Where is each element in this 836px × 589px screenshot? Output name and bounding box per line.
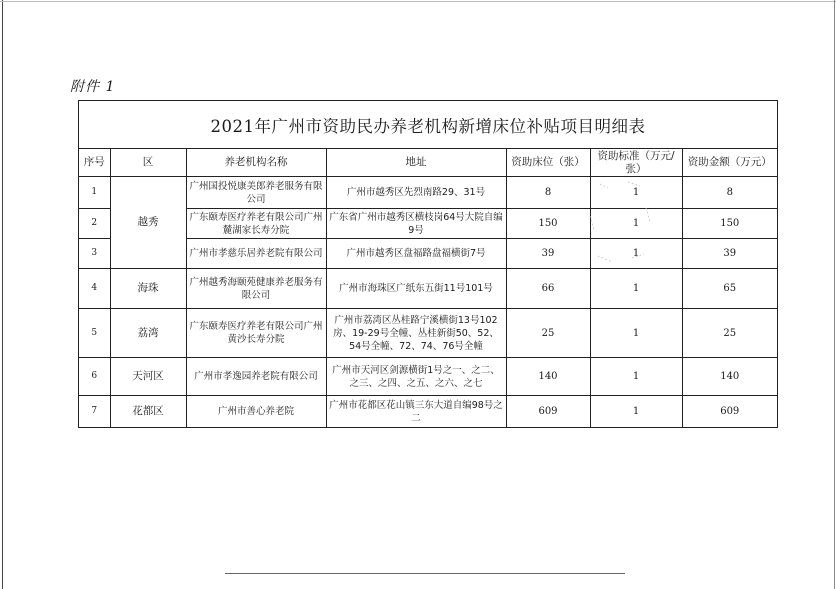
row-amount: 609 <box>682 396 777 428</box>
row-amount: 25 <box>682 309 777 358</box>
row-amount: 150 <box>682 209 777 239</box>
row-address: 广州市荔湾区丛桂路宁溪横街13号102房、19-29号全幢、丛桂新街50、52、54号全幢、72、74、76号全幢 <box>326 309 506 358</box>
row-amount: 39 <box>682 239 777 269</box>
row-address: 广州市越秀区先烈南路29、31号 <box>326 177 506 209</box>
header-address: 地址 <box>326 149 506 177</box>
row-org-name: 广州市孝慈乐居养老院有限公司 <box>186 239 326 269</box>
table-row <box>79 358 777 396</box>
row-standard: 1 <box>590 309 682 358</box>
page-edge-left <box>2 0 3 589</box>
row-beds: 609 <box>506 396 590 428</box>
row-seq: 2 <box>79 209 110 239</box>
row-district: 越秀 <box>110 177 186 269</box>
row-seq: 5 <box>79 309 110 358</box>
row-address: 广州市越秀区盘福路盘福横街7号 <box>326 239 506 269</box>
table-row <box>79 269 777 309</box>
row-standard: 1 <box>590 358 682 396</box>
row-address: 广州市天河区剑源横街1号之一、之二、之三、之四、之五、之六、之七 <box>326 358 506 396</box>
row-amount: 140 <box>682 358 777 396</box>
row-org-name: 广州越秀海颐苑健康养老服务有限公司 <box>186 269 326 309</box>
table-title: 2021年广州市资助民办养老机构新增床位补贴项目明细表 <box>79 101 777 149</box>
row-seq: 1 <box>79 177 110 209</box>
row-standard: 1 <box>590 177 682 209</box>
table-row <box>79 177 777 209</box>
row-seq: 6 <box>79 358 110 396</box>
table-row <box>79 396 777 428</box>
row-district: 海珠 <box>110 269 186 309</box>
row-org-name: 广州市善心养老院 <box>186 396 326 428</box>
subsidy-table-sheet <box>78 100 778 428</box>
row-beds: 150 <box>506 209 590 239</box>
row-org-name: 广州市孝逸园养老院有限公司 <box>186 358 326 396</box>
row-beds: 66 <box>506 269 590 309</box>
row-beds: 25 <box>506 309 590 358</box>
row-standard: 1 <box>590 209 682 239</box>
header-seq: 序号 <box>79 149 110 177</box>
row-amount: 65 <box>682 269 777 309</box>
row-address: 广州市海珠区广纸东五街11号101号 <box>326 269 506 309</box>
attachment-label: 附件 1 <box>70 79 116 95</box>
footer-rule <box>225 573 625 574</box>
row-amount: 8 <box>682 177 777 209</box>
row-beds: 39 <box>506 239 590 269</box>
row-org-name: 广东颐寿医疗养老有限公司广州黄沙长寿分院 <box>186 309 326 358</box>
table-row <box>79 309 777 358</box>
header-district: 区 <box>110 149 186 177</box>
page-edge-right <box>834 0 835 589</box>
row-org-name: 广州国投悦康美郎养老服务有限公司 <box>186 177 326 209</box>
row-seq: 3 <box>79 239 110 269</box>
row-address: 广州市花都区花山镇三东大道自编98号之二 <box>326 396 506 428</box>
row-district: 荔湾 <box>110 309 186 358</box>
row-standard: 1 <box>590 396 682 428</box>
table-header-row <box>79 149 777 177</box>
row-beds: 8 <box>506 177 590 209</box>
row-beds: 140 <box>506 358 590 396</box>
row-standard: 1 <box>590 239 682 269</box>
header-org-name: 养老机构名称 <box>186 149 326 177</box>
row-district: 天河区 <box>110 358 186 396</box>
row-address: 广东省广州市越秀区横枝岗64号大院自编9号 <box>326 209 506 239</box>
row-district: 花都区 <box>110 396 186 428</box>
subsidy-table <box>79 149 777 428</box>
header-standard: 资助标准（万元/张） <box>590 149 682 177</box>
row-standard: 1 <box>590 269 682 309</box>
header-beds: 资助床位（张） <box>506 149 590 177</box>
row-seq: 4 <box>79 269 110 309</box>
row-seq: 7 <box>79 396 110 428</box>
page-edge-top <box>0 1 836 2</box>
row-org-name: 广东颐寿医疗养老有限公司广州麓湖家长寿分院 <box>186 209 326 239</box>
header-amount: 资助金额（万元） <box>682 149 777 177</box>
